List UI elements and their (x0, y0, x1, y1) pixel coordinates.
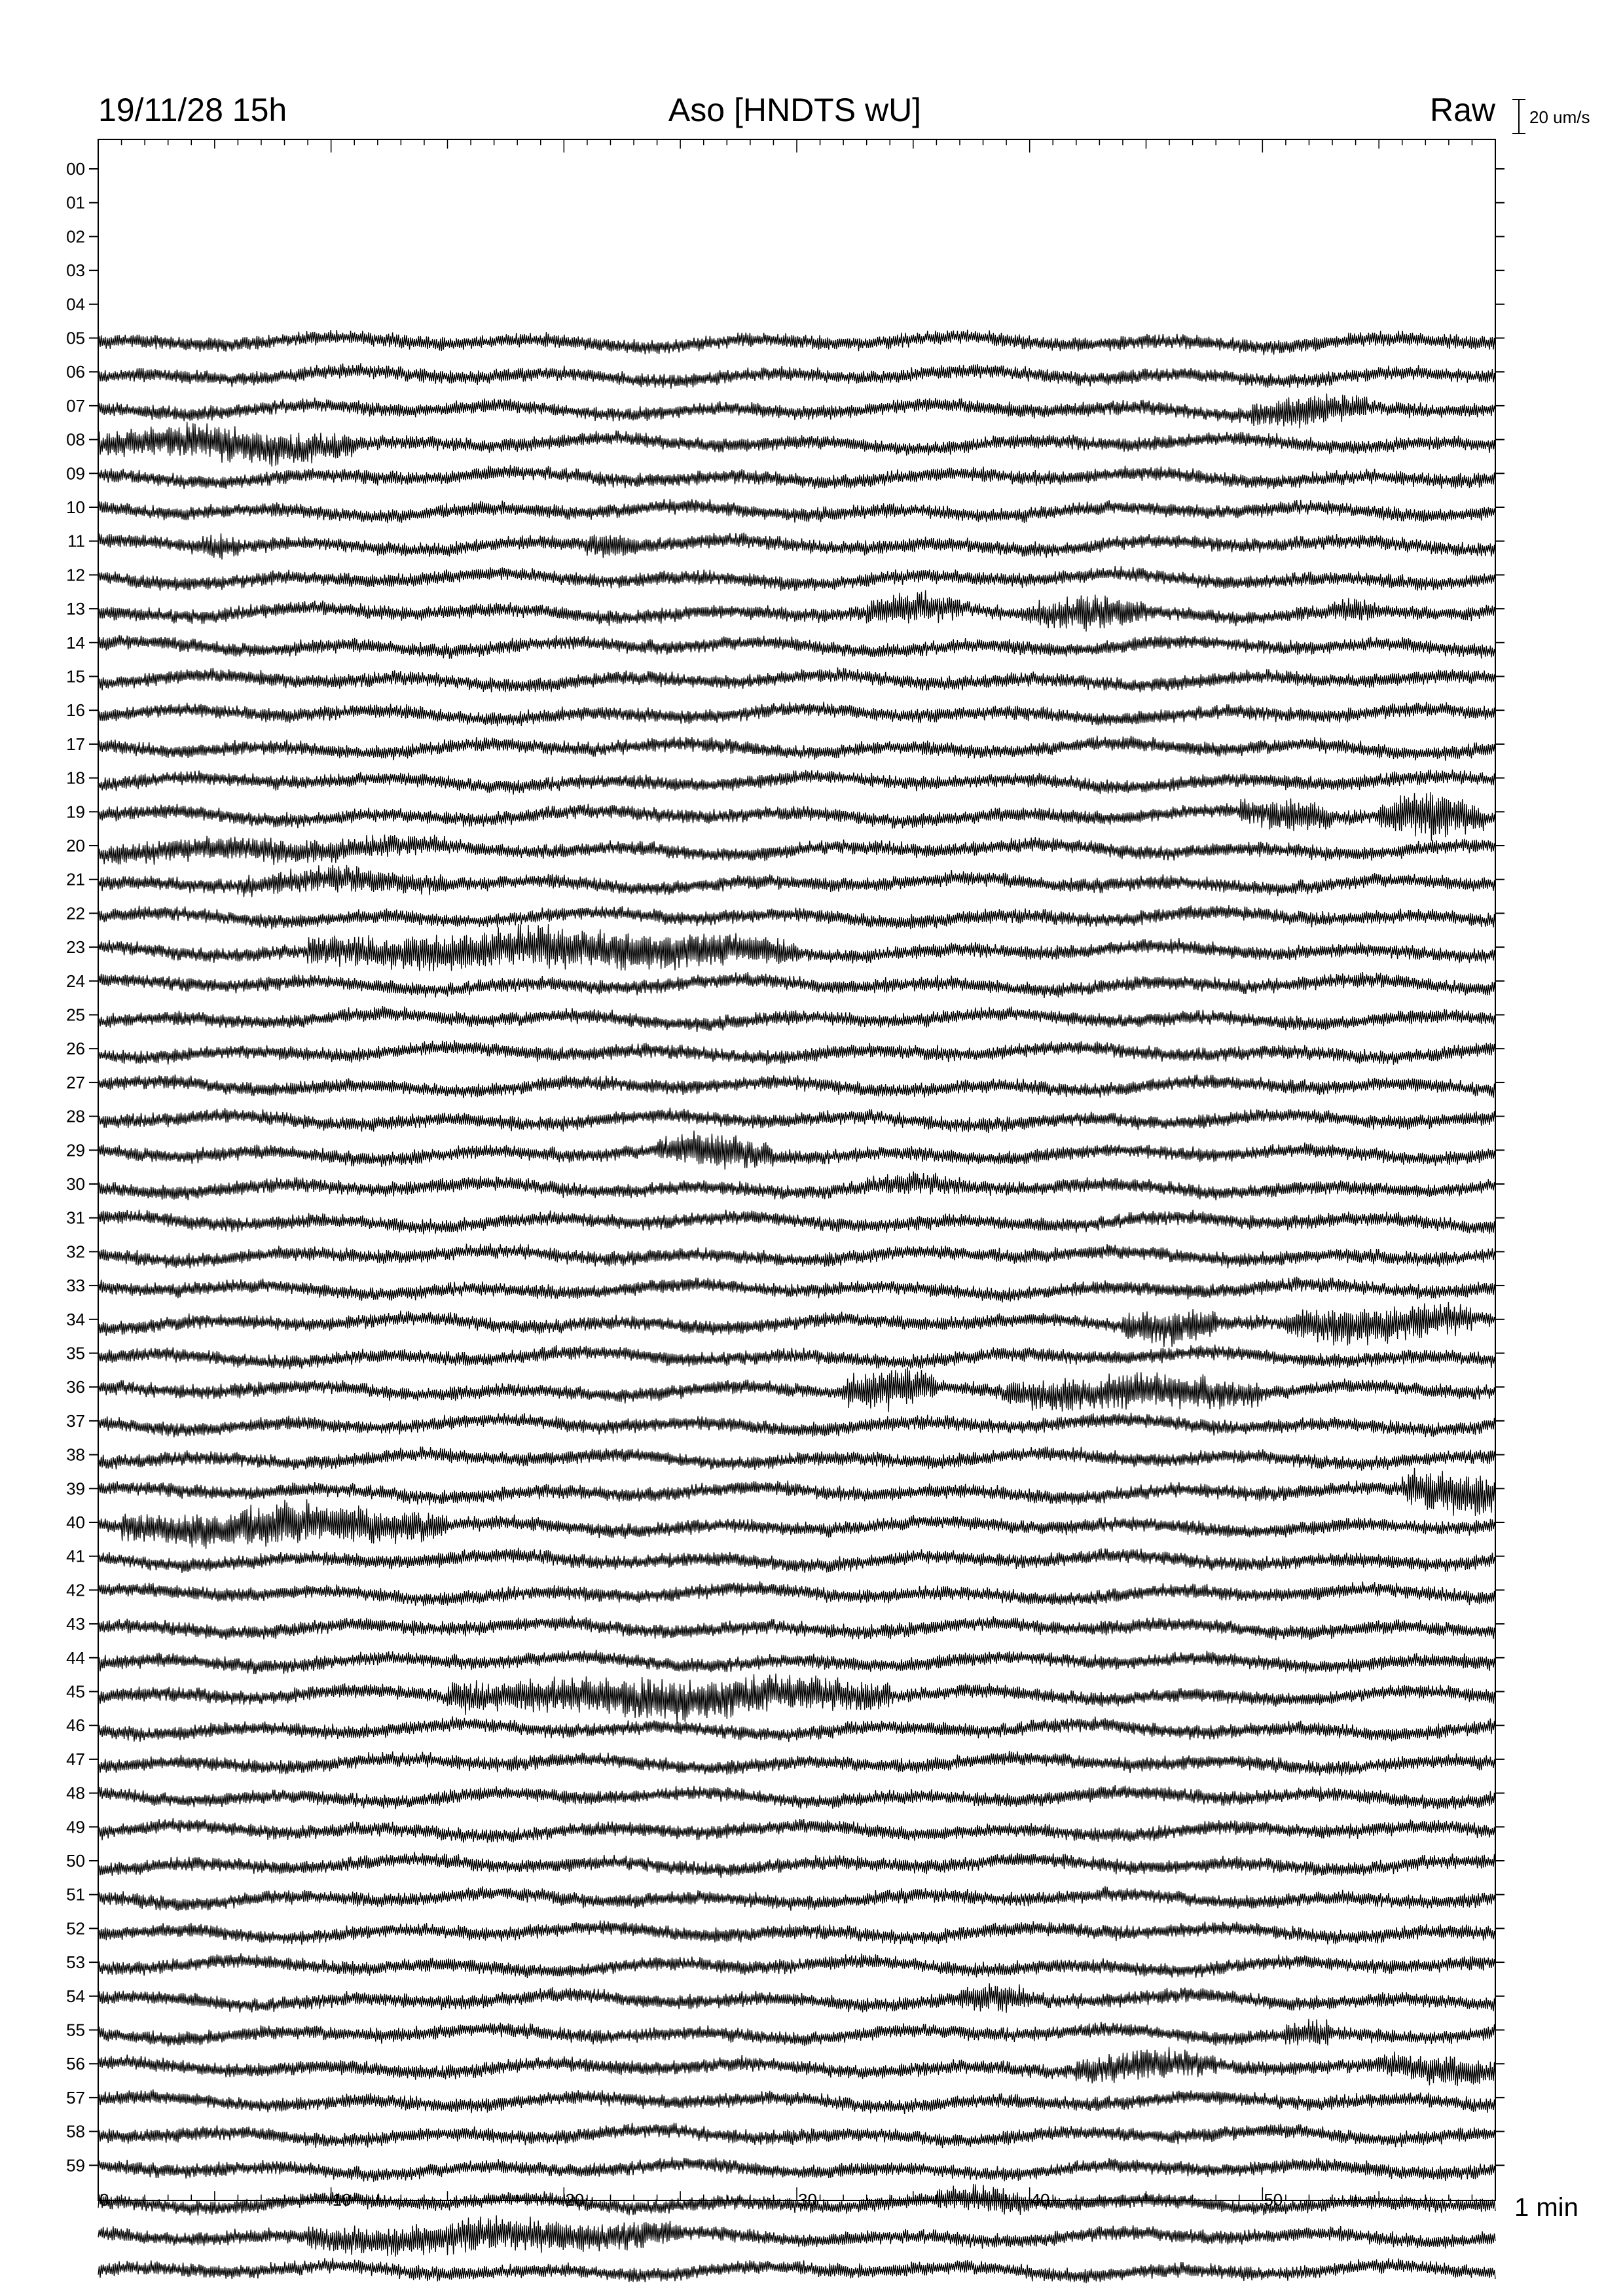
seismogram-trace (98, 972, 1495, 998)
y-tick-label: 29 (66, 1140, 85, 1160)
seismogram-trace (98, 1953, 1495, 1978)
y-tick-label: 27 (66, 1072, 85, 1092)
x-tick-label: 50 (1264, 2190, 1283, 2210)
seismogram-trace (98, 2047, 1495, 2087)
seismogram-trace (98, 1818, 1495, 1843)
seismogram-trace (98, 865, 1495, 897)
y-tick-label: 31 (66, 1208, 85, 1228)
y-tick-label: 46 (66, 1715, 85, 1736)
y-tick-label: 53 (66, 1952, 85, 1973)
seismogram-trace (98, 2123, 1495, 2148)
header-datetime: 19/11/28 15h (98, 92, 287, 128)
seismogram-trace (98, 533, 1495, 560)
x-tick-label: 10 (332, 2190, 352, 2210)
y-tick-label: 58 (66, 2121, 85, 2142)
y-tick-label: 18 (66, 768, 85, 788)
seismogram-trace (98, 1581, 1495, 1606)
y-tick-label: 55 (66, 2020, 85, 2040)
seismogram-trace (98, 1716, 1495, 1742)
y-axis-labels (66, 159, 85, 2175)
y-tick-label: 52 (66, 1918, 85, 1939)
y-tick-label: 13 (66, 599, 85, 619)
y-tick-label: 48 (66, 1783, 85, 1803)
seismogram-trace (98, 1751, 1495, 1776)
seismogram-trace (98, 2258, 1495, 2284)
y-tick-label: 16 (66, 700, 85, 721)
seismogram-trace (98, 2157, 1495, 2181)
x-tick-label: 40 (1030, 2190, 1050, 2210)
seismogram-trace (98, 924, 1495, 971)
seismogram-trace (98, 1548, 1495, 1573)
y-tick-label: 15 (66, 666, 85, 687)
y-tick-label: 35 (66, 1343, 85, 1363)
y-tick-label: 01 (66, 192, 85, 213)
seismogram-trace (98, 1040, 1495, 1065)
y-tick-label: 43 (66, 1614, 85, 1634)
y-tick-label: 54 (66, 1986, 85, 2006)
y-tick-label: 34 (66, 1309, 85, 1329)
seismogram-trace (98, 1468, 1495, 1516)
seismogram-trace (98, 1107, 1495, 1133)
seismogram-trace (98, 1244, 1495, 1269)
y-tick-label: 11 (67, 531, 85, 551)
seismogram-trace (98, 422, 1495, 467)
y-tick-label: 30 (66, 1174, 85, 1194)
scale-label: 20 um/s (1529, 107, 1590, 127)
y-tick-label: 57 (66, 2087, 85, 2108)
seismogram-trace (98, 2089, 1495, 2114)
y-tick-label: 33 (66, 1276, 85, 1296)
y-tick-label: 02 (66, 226, 85, 247)
seismogram-trace (98, 792, 1495, 840)
y-tick-label: 39 (66, 1479, 85, 1499)
seismogram-trace (98, 393, 1495, 428)
y-tick-label: 20 (66, 836, 85, 855)
y-tick-label: 17 (66, 734, 85, 754)
seismogram-trace (98, 1616, 1495, 1641)
seismogram-trace (98, 1172, 1495, 1200)
y-tick-label: 04 (66, 294, 85, 314)
seismogram-trace (98, 1446, 1495, 1471)
seismogram-trace (98, 1302, 1495, 1347)
y-tick-label: 14 (66, 632, 85, 653)
seismogram-trace (98, 499, 1495, 523)
seismogram-traces (98, 330, 1495, 2284)
y-tick-label: 38 (66, 1444, 85, 1465)
header-mode: Raw (1429, 92, 1495, 128)
seismogram-trace (98, 668, 1495, 692)
x-tick-label: 0 (100, 2190, 109, 2210)
y-tick-label: 19 (66, 802, 85, 822)
seismogram-trace (98, 1650, 1495, 1674)
seismogram-trace (98, 834, 1495, 865)
seismogram-trace (98, 1983, 1495, 2013)
y-tick-label: 36 (66, 1377, 85, 1397)
seismogram-trace (98, 736, 1495, 761)
seismogram-trace (98, 1413, 1495, 1438)
seismogram-trace (98, 770, 1495, 795)
y-tick-label: 06 (66, 362, 85, 382)
seismogram-trace (98, 1674, 1495, 1723)
y-tick-label: 37 (66, 1410, 85, 1431)
seismogram-trace (98, 1852, 1495, 1878)
seismogram-trace (98, 566, 1495, 591)
y-tick-label: 44 (66, 1647, 85, 1668)
seismogram-trace (98, 905, 1495, 929)
y-tick-label: 00 (66, 159, 85, 179)
seismogram-trace (98, 1920, 1495, 1945)
y-tick-label: 24 (66, 971, 85, 991)
seismogram-trace (98, 702, 1495, 726)
y-tick-label: 41 (66, 1546, 85, 1566)
y-tick-label: 09 (66, 463, 85, 484)
seismogram-trace (98, 1006, 1495, 1032)
y-tick-label: 47 (66, 1749, 85, 1769)
seismogram-trace (98, 363, 1495, 389)
amplitude-scale-bar (1512, 99, 1525, 134)
seismogram-trace (98, 635, 1495, 659)
seismogram-trace (98, 1499, 1495, 1549)
x-tick-label: 20 (565, 2190, 585, 2210)
x-unit-label: 1 min (1514, 2193, 1578, 2222)
x-tick-label: 30 (798, 2190, 817, 2210)
y-tick-label: 22 (66, 903, 85, 924)
y-tick-label: 07 (66, 395, 85, 416)
y-tick-label: 12 (66, 565, 85, 585)
seismogram-trace (98, 1886, 1495, 1911)
seismogram-trace (98, 2215, 1495, 2257)
seismogram-trace (98, 1785, 1495, 1810)
y-tick-label: 28 (66, 1106, 85, 1126)
chart-title: Aso [HNDTS wU] (668, 92, 922, 128)
y-tick-label: 51 (66, 1884, 85, 1905)
y-tick-label: 40 (66, 1513, 85, 1532)
y-tick-label: 23 (66, 937, 85, 958)
y-tick-label: 21 (66, 869, 85, 889)
seismogram-trace (98, 1210, 1495, 1234)
seismogram-trace (98, 2019, 1495, 2047)
seismogram-trace (98, 330, 1495, 355)
y-tick-label: 56 (66, 2054, 85, 2074)
y-tick-label: 10 (66, 497, 85, 517)
y-tick-label: 08 (66, 429, 85, 450)
seismogram-trace (98, 1367, 1495, 1412)
y-tick-label: 25 (66, 1005, 85, 1025)
seismogram-trace (98, 590, 1495, 632)
seismogram-trace (98, 465, 1495, 489)
y-tick-label: 59 (66, 2155, 85, 2176)
y-tick-label: 03 (66, 260, 85, 281)
y-tick-label: 42 (66, 1580, 85, 1600)
seismogram-trace (98, 1344, 1495, 1369)
y-tick-label: 05 (66, 328, 85, 348)
y-tick-label: 45 (66, 1681, 85, 1702)
y-tick-label: 26 (66, 1039, 85, 1059)
seismogram-trace (98, 1131, 1495, 1170)
seismogram-trace (98, 1075, 1495, 1098)
y-tick-label: 50 (66, 1851, 85, 1871)
y-tick-label: 32 (66, 1242, 85, 1262)
y-tick-label: 49 (66, 1817, 85, 1837)
seismogram-trace (98, 1277, 1495, 1302)
